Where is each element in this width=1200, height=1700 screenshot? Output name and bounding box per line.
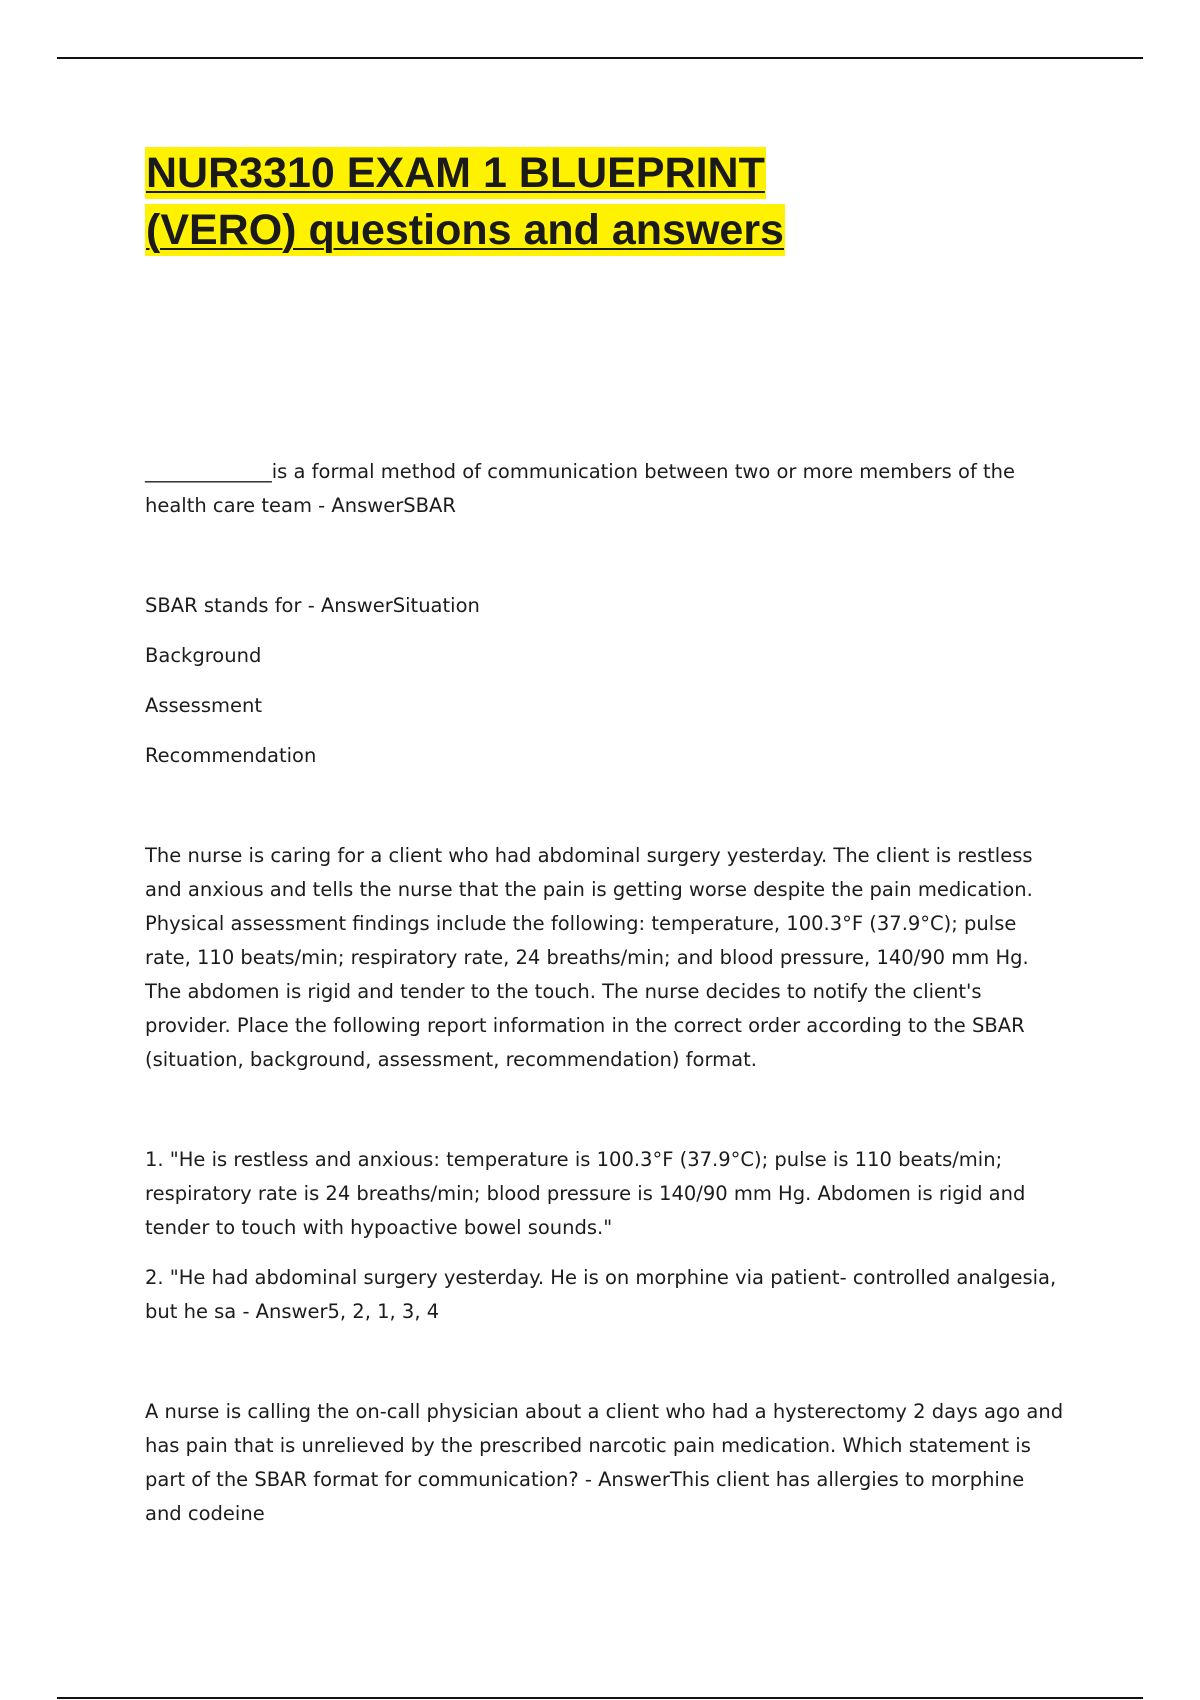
bottom-rule bbox=[57, 1697, 1143, 1699]
report-option-2: 2. "He had abdominal surgery yesterday. He is on morphine via patient- controlled analgesia, but he sa - Answer5, 2, 1, 3, 4 bbox=[145, 1266, 1057, 1323]
question-sbar-definition: _____________is a formal method of communication between two or more members of the health care team - AnswerSBAR bbox=[145, 460, 1016, 517]
sbar-line-background: Background bbox=[145, 644, 262, 667]
top-rule bbox=[57, 57, 1143, 59]
sbar-line-situation: SBAR stands for - AnswerSituation bbox=[145, 594, 480, 617]
sbar-line-assessment: Assessment bbox=[145, 694, 262, 717]
title-line-1: NUR3310 EXAM 1 BLUEPRINT bbox=[146, 149, 765, 197]
question-abdominal-surgery: The nurse is caring for a client who had abdominal surgery yesterday. The client is restless and anxious and tells the nurse that the pain is getting worse despite the pain medication. Physical assessment findings include the following: temperature, 100.3°F (37.9°C); pulse rate, 110 beats/min; respiratory rate, 24 breaths/min; and blood pressure, 140/90 mm Hg. The abdomen is rigid and tender to the touch. The nurse decides to notify the client's provider. Place the following report information in the correct order according to the SBAR (situation, background, assessment, recommendation) format. bbox=[145, 844, 1033, 1071]
report-option-1: 1. "He is restless and anxious: temperature is 100.3°F (37.9°C); pulse is 110 beats/min; respiratory rate is 24 breaths/min; blood pressure is 140/90 mm Hg. Abdomen is rigid and tender to touch with hypoactive bowel sounds." bbox=[145, 1148, 1026, 1239]
sbar-line-recommendation: Recommendation bbox=[145, 744, 317, 767]
document-title bbox=[145, 145, 1045, 259]
question-hysterectomy: A nurse is calling the on-call physician about a client who had a hysterectomy 2 days ago and has pain that is unrelieved by the prescribed narcotic pain medication. Which statement is part of the SBAR format for communication? - AnswerThis client has allergies to morphine and codeine bbox=[145, 1400, 1064, 1525]
document-body bbox=[145, 455, 1065, 1531]
title-line-2: (VERO) questions and answers bbox=[146, 206, 784, 254]
